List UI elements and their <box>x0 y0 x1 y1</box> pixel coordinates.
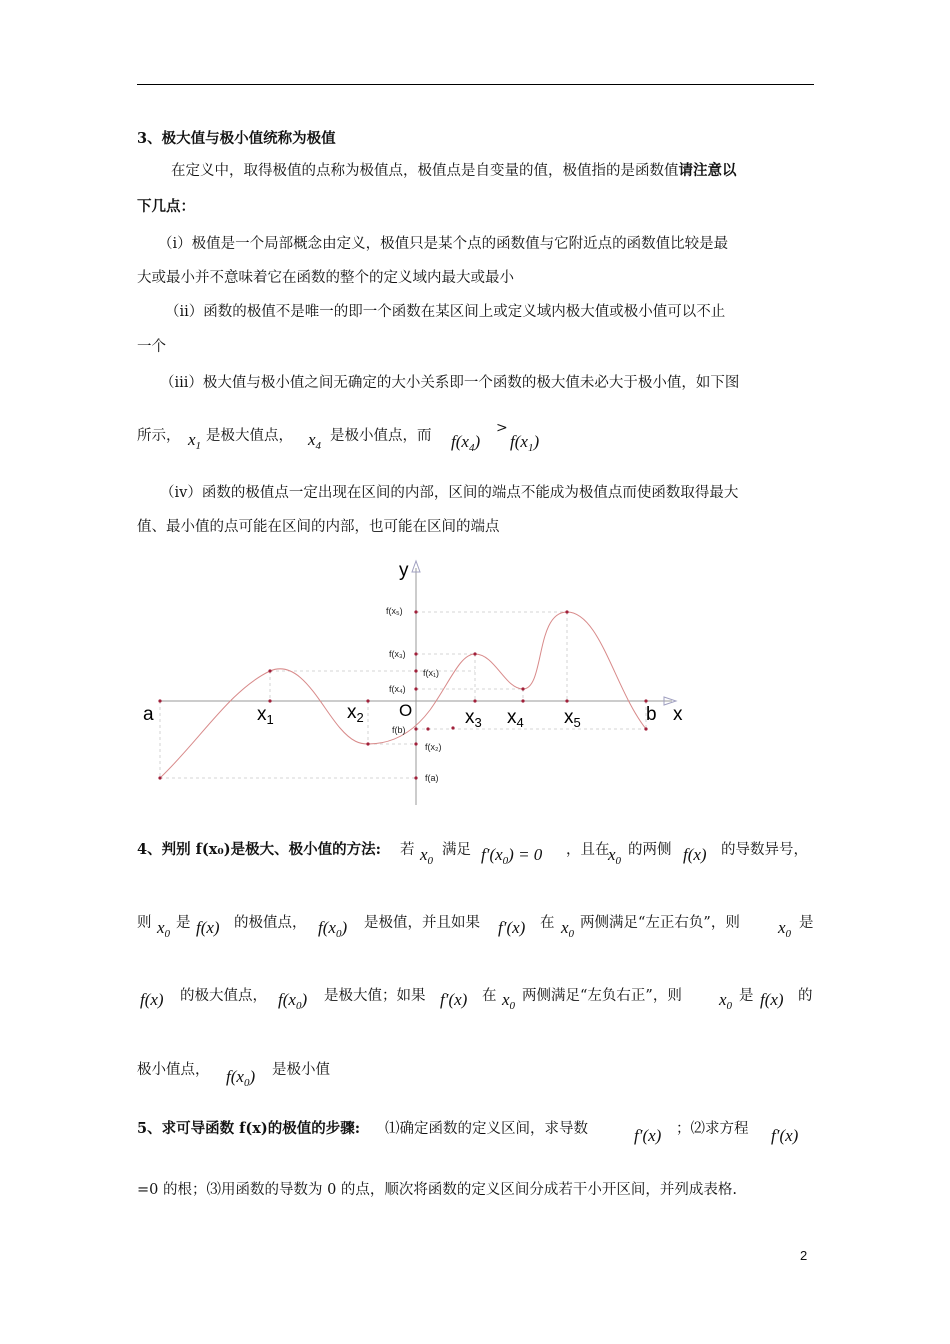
section5-line2: =0 的根；⑶用函数的导数为 0 的点，顺次将函数的定义区间分成若干小开区间，并列成表格. <box>137 1182 738 1198</box>
point-iv: （ⅳ）函数的极值点一定出现在区间的内部，区间的端点不能成为极值点而使函数取得最大 <box>160 485 739 501</box>
point-i-cont: 大或最小并不意味着它在函数的整个的定义域内最大或最小 <box>137 270 514 286</box>
label-x2: $x_2$ <box>347 702 364 725</box>
label-b: b <box>646 704 657 725</box>
section3-para1: 在定义中，取得极值的点称为极值点，极值点是自变量的值，极值指的是函数值请注意以 <box>171 162 737 179</box>
math-x4: $x_4$ <box>308 430 322 452</box>
math-x1: $x_1$ <box>188 430 202 452</box>
label-x1: $x_1$ <box>257 704 274 727</box>
label-x4: $x_4$ <box>507 707 524 730</box>
math-f-x4: $f(x_4)$ <box>451 432 481 454</box>
point-iii: （ⅲ）极大值与极小值之间无确定的大小关系即一个函数的极大值未必大于极小值，如下图 <box>160 375 740 391</box>
label-x3: $x_3$ <box>465 707 482 730</box>
section3-para1-cont: 下几点： <box>137 198 195 215</box>
label-origin: O <box>399 701 413 720</box>
point-iv-cont: 值、最小值的点可能在区间的内部，也可能在区间的端点 <box>137 519 500 535</box>
x-label: x <box>673 704 683 725</box>
y-label: y <box>399 560 409 581</box>
math-derivative-zero: $f'(x_0) = 0$ <box>481 845 543 867</box>
label-f-b: f(b) <box>392 725 406 735</box>
math-f-x1: $f(x_1)$ <box>510 432 540 454</box>
function-curve <box>160 612 646 778</box>
section4-title: 4、判别 f(x₀)是极大、极小值的方法: <box>137 841 381 858</box>
label-x5: $x_5$ <box>564 707 581 730</box>
math-gt: > <box>496 420 508 436</box>
point-iii-cont: 所示， <box>137 428 181 444</box>
point-ii-cont: 一个 <box>137 339 166 355</box>
label-f-x5: f(x₅) <box>386 606 403 616</box>
point-ii: （ⅱ）函数的极值不是唯一的即一个函数在某区间上或定义域内极大值或极小值可以不止 <box>165 304 726 320</box>
section3-title: 3、极大值与极小值统称为极值 <box>137 130 336 147</box>
point-i: （ⅰ）极值是一个局部概念由定义，极值只是某个点的函数值与它附近点的函数值比较是最 <box>158 236 729 252</box>
label-f-x1: f(x₁) <box>423 668 440 678</box>
label-f-a: f(a) <box>425 773 439 783</box>
label-f-x2: f(x₂) <box>425 742 442 752</box>
math-x0: $x_0$ <box>420 845 434 867</box>
label-f-x4: f(x₄) <box>389 684 406 694</box>
label-f-x3: f(x₃) <box>389 649 406 659</box>
label-a: a <box>143 704 154 725</box>
page-number: 2 <box>800 1248 808 1263</box>
section5-title: 5、求可导函数 f(x)的极值的步骤: <box>137 1120 361 1137</box>
